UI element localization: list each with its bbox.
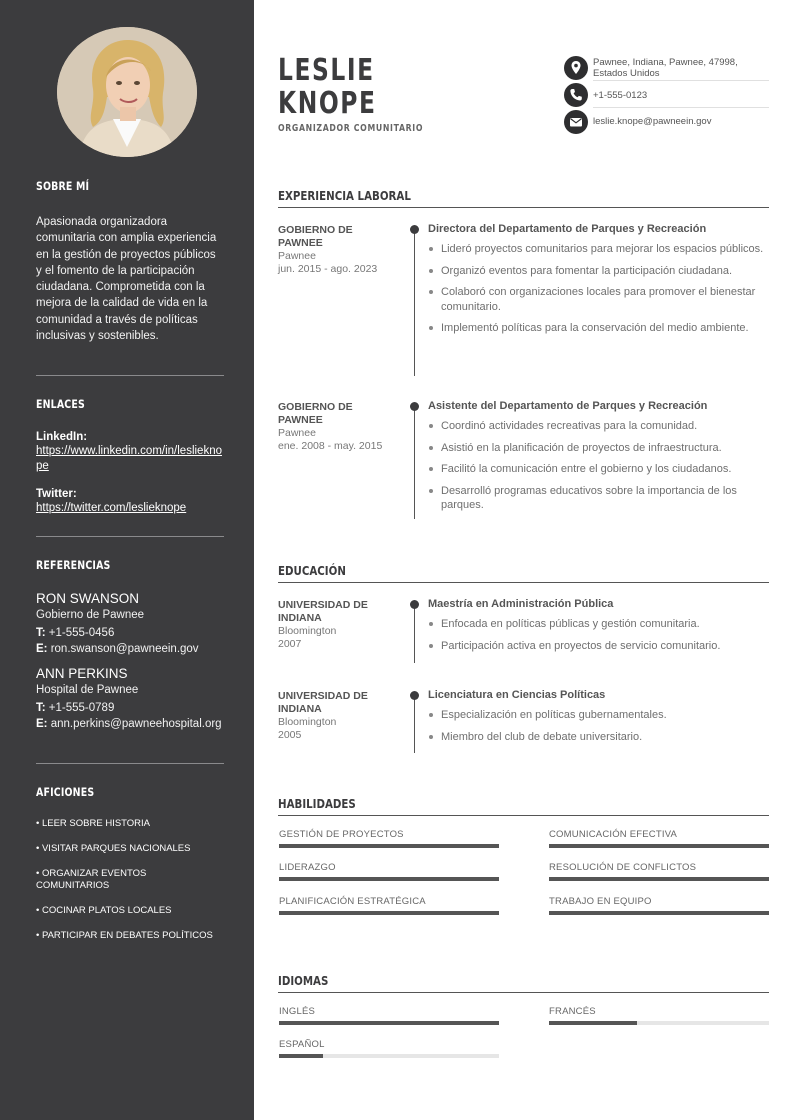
- skill-bar-fill: [279, 877, 499, 881]
- reference-org: Gobierno de Pawnee: [36, 609, 145, 621]
- skill-name: COMUNICACIÓN EFECTIVA: [549, 829, 678, 840]
- phone-icon: [564, 83, 588, 107]
- list-item: Desarrolló programas educativos sobre la importancia de los parques.: [428, 484, 768, 513]
- about-section: [36, 179, 224, 344]
- skill-name: PLANIFICACIÓN ESTRATÉGICA: [279, 896, 426, 907]
- main-content: [254, 0, 794, 1120]
- email-text[interactable]: leslie.knope@pawneein.gov: [593, 116, 712, 127]
- language-item: [549, 1006, 769, 1017]
- language-item: [279, 1006, 499, 1017]
- first-name: LESLIE: [278, 53, 375, 88]
- skill-bar-fill: [279, 911, 499, 915]
- hobby-item: • ORGANIZAR EVENTOS COMUNITARIOS: [36, 868, 147, 891]
- reference-name: RON SWANSON: [36, 591, 140, 606]
- phone-text[interactable]: +1-555-0123: [593, 90, 648, 101]
- sidebar: [0, 0, 254, 1120]
- skills-title: HABILIDADES: [278, 796, 356, 811]
- last-name: KNOPE: [278, 86, 377, 121]
- education-date: 2007: [278, 638, 302, 650]
- timeline-dot: [410, 600, 419, 609]
- list-item: Participación activa en proyectos de servicio comunitario.: [428, 639, 768, 654]
- experience-title: EXPERIENCIA LABORAL: [278, 188, 411, 203]
- list-item: Asistió en la planificación de proyectos de infraestructura.: [428, 441, 768, 456]
- profile-photo: [57, 27, 197, 157]
- language-bar-fill: [279, 1054, 323, 1058]
- list-item: Lideró proyectos comunitarios para mejorar los espacios públicos.: [428, 242, 768, 257]
- skill-bar: [549, 844, 769, 848]
- skill-item: [549, 829, 769, 840]
- hobby-item: • VISITAR PARQUES NACIONALES: [36, 843, 191, 854]
- timeline-dot: [410, 225, 419, 234]
- education-degree: Maestría en Administración Pública: [428, 598, 614, 610]
- sidebar-divider: [36, 763, 224, 764]
- references-title: REFERENCIAS: [36, 558, 111, 572]
- portrait-illustration: [57, 27, 197, 157]
- skill-item: [279, 896, 499, 907]
- links-section: [36, 397, 224, 516]
- about-title: SOBRE MÍ: [36, 179, 90, 193]
- skill-bar-fill: [549, 877, 769, 881]
- section-rule: [278, 815, 769, 816]
- experience-bullets: [428, 242, 768, 336]
- education-title: EDUCACIÓN: [278, 563, 346, 578]
- skill-name: GESTIÓN DE PROYECTOS: [279, 829, 404, 840]
- link-label: Twitter:: [36, 488, 77, 500]
- experience-meta: [278, 401, 388, 453]
- job-title: ORGANIZADOR COMUNITARIO: [278, 123, 424, 134]
- skill-name: TRABAJO EN EQUIPO: [549, 896, 652, 907]
- full-name: [278, 54, 377, 120]
- link-label: LinkedIn:: [36, 431, 88, 443]
- sidebar-divider: [36, 536, 224, 537]
- reference-email: E: ron.swanson@pawneein.gov: [36, 643, 199, 655]
- references-section: [36, 558, 224, 732]
- education-bullets: [428, 617, 768, 653]
- timeline-line: [414, 695, 415, 753]
- timeline-line: [414, 229, 415, 376]
- language-name: ESPAÑOL: [279, 1039, 325, 1050]
- list-item: Implementó políticas para la conservación del medio ambiente.: [428, 321, 768, 336]
- language-bar-fill: [279, 1021, 499, 1025]
- experience-role: Directora del Departamento de Parques y Recreación: [428, 223, 707, 235]
- skill-item: [279, 862, 499, 873]
- language-name: INGLÉS: [279, 1006, 316, 1017]
- list-item: Especialización en políticas gubernamentales.: [428, 708, 768, 723]
- link-linkedin: [36, 431, 224, 474]
- skill-bar: [549, 877, 769, 881]
- timeline-line: [414, 604, 415, 663]
- list-item: Colaboró con organizaciones locales para promover el bienestar comunitario.: [428, 285, 768, 314]
- timeline-dot: [410, 402, 419, 411]
- hobbies-title: AFICIONES: [36, 785, 95, 799]
- skill-item: [549, 896, 769, 907]
- skill-bar-fill: [549, 911, 769, 915]
- sidebar-divider: [36, 375, 224, 376]
- twitter-link[interactable]: https://twitter.com/leslieknope: [36, 502, 187, 514]
- language-bar: [279, 1054, 499, 1058]
- experience-details: [428, 223, 768, 343]
- education-meta: [278, 690, 388, 742]
- language-bar: [549, 1021, 769, 1025]
- education-details: [428, 598, 768, 660]
- experience-org: GOBIERNO DE PAWNEE: [278, 224, 353, 249]
- hobby-item: • COCINAR PLATOS LOCALES: [36, 905, 172, 916]
- address-text: Pawnee, Indiana, Pawnee, 47998, Estados Unidos: [593, 57, 738, 79]
- email-icon: [564, 110, 588, 134]
- languages-title: IDIOMAS: [278, 973, 329, 988]
- skill-bar: [279, 844, 499, 848]
- reference-name: ANN PERKINS: [36, 666, 128, 681]
- experience-org: GOBIERNO DE PAWNEE: [278, 401, 353, 426]
- language-name: FRANCÉS: [549, 1006, 596, 1017]
- education-place: Bloomington: [278, 716, 337, 728]
- education-date: 2005: [278, 729, 302, 741]
- education-bullets: [428, 708, 768, 744]
- reference-phone: T: +1-555-0456: [36, 627, 115, 639]
- reference-phone: T: +1-555-0789: [36, 702, 115, 714]
- hobby-item: • LEER SOBRE HISTORIA: [36, 818, 151, 829]
- link-twitter: [36, 488, 224, 516]
- skill-bar: [279, 911, 499, 915]
- language-bar-fill: [549, 1021, 637, 1025]
- skill-item: [279, 829, 499, 840]
- education-place: Bloomington: [278, 625, 337, 637]
- reference-org: Hospital de Pawnee: [36, 684, 139, 696]
- location-icon: [564, 56, 588, 80]
- hobbies-section: [36, 785, 224, 955]
- education-details: [428, 689, 768, 751]
- contact-divider: [593, 107, 769, 108]
- about-text: Apasionada organizadora comunitaria con amplia experiencia en la gestión de proyectos públicos y el fomento de la participación ciudadana. Comprometida con la mejora de la calidad de vida en la comunidad a través de políticas inclusivas y sostenibles.: [36, 216, 217, 343]
- education-org: UNIVERSIDAD DE INDIANA: [278, 690, 368, 715]
- linkedin-link[interactable]: https://www.linkedin.com/in/leslieknope: [36, 445, 222, 472]
- skill-bar-fill: [279, 844, 499, 848]
- education-degree: Licenciatura en Ciencias Políticas: [428, 689, 606, 701]
- skill-item: [549, 862, 769, 873]
- list-item: Coordinó actividades recreativas para la comunidad.: [428, 419, 768, 434]
- reference-item: [36, 666, 224, 732]
- list-item: Miembro del club de debate universitario.: [428, 730, 768, 745]
- list-item: Facilitó la comunicación entre el gobierno y los ciudadanos.: [428, 462, 768, 477]
- reference-email: E: ann.perkins@pawneehospital.org: [36, 718, 222, 730]
- skill-bar: [279, 877, 499, 881]
- education-meta: [278, 599, 388, 651]
- list-item: Enfocada en políticas públicas y gestión comunitaria.: [428, 617, 768, 632]
- experience-meta: [278, 224, 388, 276]
- skill-bar-fill: [549, 844, 769, 848]
- contact-divider: [593, 80, 769, 81]
- experience-role: Asistente del Departamento de Parques y Recreación: [428, 400, 708, 412]
- reference-item: [36, 591, 224, 657]
- skill-name: RESOLUCIÓN DE CONFLICTOS: [549, 862, 697, 873]
- section-rule: [278, 207, 769, 208]
- skill-name: LIDERAZGO: [279, 862, 336, 873]
- experience-details: [428, 400, 768, 520]
- section-rule: [278, 582, 769, 583]
- education-org: UNIVERSIDAD DE INDIANA: [278, 599, 368, 624]
- experience-bullets: [428, 419, 768, 513]
- skill-bar: [549, 911, 769, 915]
- language-bar: [279, 1021, 499, 1025]
- experience-date: ene. 2008 - may. 2015: [278, 440, 383, 452]
- timeline-line: [414, 406, 415, 519]
- timeline-dot: [410, 691, 419, 700]
- language-item: [279, 1039, 499, 1050]
- experience-place: Pawnee: [278, 427, 316, 439]
- hobby-item: • PARTICIPAR EN DEBATES POLÍTICOS: [36, 930, 213, 941]
- list-item: Organizó eventos para fomentar la participación ciudadana.: [428, 264, 768, 279]
- experience-date: jun. 2015 - ago. 2023: [278, 263, 378, 275]
- experience-place: Pawnee: [278, 250, 316, 262]
- links-title: ENLACES: [36, 397, 85, 411]
- section-rule: [278, 992, 769, 993]
